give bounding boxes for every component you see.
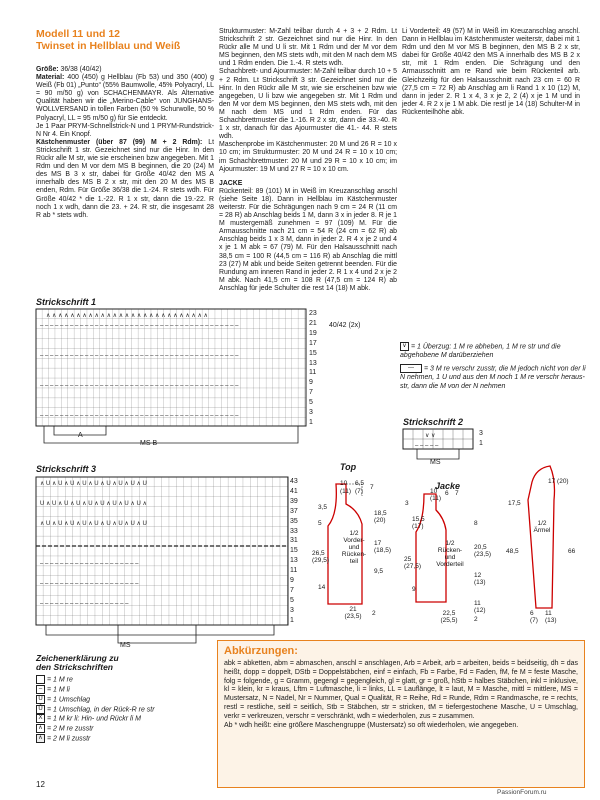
watermark: PassionForum.ru [497,789,547,796]
purl-symbol-icon: – [36,685,45,694]
jacket-dim-d: 7 [455,490,459,497]
top-dim-d: (7) [355,488,363,495]
svg-text:– – – – – – – – – –: – – – – – – – – – – – – – – – – – – [40,601,129,607]
top-dim-b: (11) [340,488,352,495]
symbol-legend [36,654,208,744]
legend-item [36,675,208,685]
row-number: 23 [309,310,317,317]
material-text: 400 (450) g Hellblau (Fb 53) und 350 (400) g Weiß (Fb 01) „Punto“ (55% Baumwolle, 45% Polyacryl, LL = 90 m/50 g) von SCHACHENMAYR. Als Alternative Qualität haben wir die „Merino-Cable“ von JUNGHANS-WOLLVERSAND in tollen Farben (50 % Schurwolle, 50 % Polyacryl, LL = 95 m/50 g) für Sie entdeckt. [36,74,214,122]
top-dim-e: 7 [370,484,374,491]
legend-item-text: = 1 Umschlag [47,696,90,704]
svg-text:– – – – – – – – – – – – – – –: – – – – – – – – – – – – – – – – – – – – – – – – – – – – – – – – – – – – – – – – [40,383,239,389]
jacket-heading: JACKE [219,179,243,187]
chart1-repeat-label: 40/42 (2x) [329,322,361,329]
yarnover-knit-symbol-icon: Ū [36,705,45,714]
top-dim-f: 3,5 [318,504,328,511]
top-schematic-title: Top [340,462,357,472]
chart3-ms: MS [120,642,131,649]
pattern-label: Kästchenmuster (über 87 (99) M + 2 Rdm): [36,138,203,146]
svg-text:– – – – – – – – – – – – – – –: – – – – – – – – – – – – – – – – – – – – – – – – – – – – – – – – – – – – – – – – [40,413,239,419]
row-number: 39 [290,497,298,505]
top-dim-c: 6,5 [355,480,365,487]
row-number: 3 [309,409,313,417]
row-number: 41 [290,487,298,495]
jacket-schematic-title: Jacke [435,481,461,491]
legend-item [36,705,208,715]
legend-item-text: = 1 M kr li: Hin- und Rückr li M [47,715,141,723]
text-column-3 [402,28,580,294]
jacket-dim-a: 10 [430,488,438,495]
title-line-2: Twinset in Hellblau und Weiß [36,40,181,52]
top-dim-k: 26,5 (29,5) [312,550,329,564]
row-number: 1 [290,616,294,624]
row-number: 37 [290,507,298,515]
chart1-grid [36,309,306,445]
chart1-ms-b: MS B [140,440,158,447]
material-paragraph [36,74,214,123]
size-text: 36/38 (40/42) [58,66,102,73]
knit-symbol-icon [36,675,45,684]
legend-item-text: = 2 M li zusstr [47,735,91,743]
overcast-symbol-icon: ∨ [400,342,409,351]
top-dim-m: 14 [318,584,326,591]
jacket-dim-c: 6 [445,490,449,497]
cross-purl-symbol-icon: X [36,714,45,723]
row-number: 3 [290,606,294,614]
svg-text:∧ U ∧ U ∧ U ∧ U ∧ U: ∧ U ∧ U ∧ U ∧ U ∧ U ∧ U ∧ U ∧ U ∧ U [40,521,147,527]
chart2-title: Strickschrift 2 [403,417,464,427]
jacket-dim-h: 20,5 (23,5) [474,544,491,558]
legend-item [36,695,208,705]
sleeve-dim-f: 6 (7) [530,610,538,624]
top-dim-o: 2 [372,610,376,617]
top-dim-l: 9,5 [374,568,384,575]
article-title [36,28,214,52]
jacket-dim-g: 8 [474,520,478,527]
sleeve-dim-g: 11 (13) [545,610,557,624]
legend-cross-text: = 3 M re verschr zusstr, die M jedoch nicht von der li N nehmen, 1 U und aus den M noch 1 M re verschr herausstr, dann die M von der N nehmen [400,365,586,390]
yarnover-symbol-icon: U [36,695,45,704]
row-number: 31 [290,537,298,545]
top-dim-j: 17 (18,5) [374,540,391,554]
sleeve-dim-c: 1/2 Ärmel [533,520,551,534]
jacket-dim-k: 25 (27,5) [404,556,421,570]
chart1-title: Strickschrift 1 [36,297,97,307]
legend-item [36,734,208,744]
svg-text:– – – – – – – – – – – – – – –: – – – – – – – – – – – – – – – – – – – – – – – – – – – – – – – – – – – – – – – – [40,323,239,329]
material-label: Material: [36,74,65,82]
row-number: 19 [309,329,317,337]
chart2-row-numbers [479,429,483,449]
chart1-row-numbers [309,309,317,428]
cross-stitch-symbol-icon: — [400,364,422,373]
sleeve-dim-e: 66 [568,548,576,555]
sleeve-dim-d: 48,5 [506,548,519,555]
jacket-dim-m: 22,5 (25,5) [440,610,458,624]
row-number: 15 [309,349,317,357]
row-number: 43 [290,478,298,485]
abbreviations-note: Ab * wdh heißt: eine größere Maschengruppe (Mustersatz) so oft wiederholen, wie angegeben. [224,721,519,729]
row-number: 33 [290,527,298,535]
row-number: 3 [479,430,483,437]
pattern-text: Lt Strickschrift 1 str. Gezeichnet sind nur die Hinr. In den Rückr alle M str, wie sie erscheinen bzw angegeben. Mit 1 Rdm und den M vor dem MS B beginnen, die 20 (24) M des MS B 3 x str, dabei für Größe 40/42 den MS A innerhalb des MS B 2 x str, mit den 20 M des MS B enden, Rdm. Für Größe 36/38 die 1.-24. R stets wdh. Für Größe 40/42 * die 1.-22. R 1 x str, dann die 19.-22. R noch 1 x wdh, dann die 23. + 24. R str, die insgesamt 28 R ab * stets wdh. [36,138,214,219]
text-column-2 [219,28,397,292]
abbreviations-text: abk = abketten, abm = abmaschen, anschl = anschlagen, Arb = Arbeit, arb = arbeiten, beids = beidseitig, dh = das heißt, dopp = doppelt, DStb = Doppelstäbchen, einf = einfach, Fb = Farbe, Fd = Faden, fM, fe M = feste Masche, folg = folgende, g = Gramm, gegengl = gegengleich, gl = glatt, gr = groß, hStb = halbes Stäbchen, inkl = inklusive, kl = klein, kr = kraus, Lftm = Luftmasche, li = links, LL = Lauflänge, lt = laut, M = Masche, mittl = mittlere, MS = Mustersatz, N = Nadel, Nr = Nummer, Qual = Qualität, R = Reihe, Rd = Runde, Rdm = Randmasche, re = rechts, restl = restliche, seitl = seitlich, Stb = Stäbchen, str = stricken, tM = tiefergestochene Masche, U = Umschlag, verkr = verkreuzen, verschr = verschränkt, wdh = wiederholen, zus = zusammen. [224,660,578,720]
size-label: Größe: [36,66,59,73]
row-number: 7 [290,586,294,594]
legend-item-text: = 1 M li [47,686,70,694]
legend-title-line-2: den Strickschriften [36,662,113,672]
row-number: 7 [309,389,313,397]
row-number: 11 [290,567,298,575]
jacket-dim-o: 2 [474,616,478,623]
top-dim-g: 18,5 (20) [374,510,387,524]
svg-text:∧ U ∧ U ∧ U ∧ U ∧ U: ∧ U ∧ U ∧ U ∧ U ∧ U ∧ U ∧ U ∧ U ∧ U [40,481,147,487]
row-number: 9 [290,577,294,585]
chart3-row-numbers [290,477,298,626]
size-paragraph [36,66,214,74]
jacket-dim-l: 9 [412,586,416,593]
structure-paragraph: Strukturmuster: M-Zahl teilbar durch 4 + 3 + 2 Rdm. Lt Strickschrift 2 str. Gezeichnet sind nur die Hinr. In den Rückr alle M und U li str. Mit 1 Rdm und der M vor dem MS beginnen, den MS stets wdh, mit den M nach dem MS und 1 Rdm enden. Die 1.-4. R stets wdh. [219,28,397,68]
gauge-paragraph: Maschenprobe im Kästchenmuster: 20 M und 26 R = 10 x 10 cm; im Strukturmuster: 20 M und 24 R = 10 x 10 cm; im Schachbrettmuster: 20 M und 29 R = 10 x 10 cm; im Ajourmuster: 19 M und 27 R = 10 x 10 cm. [219,141,397,173]
jacket-dim-b: (11) [430,495,442,502]
jacket-dim-f: 15,5 (17) [412,516,425,530]
pattern-paragraph [36,139,214,220]
top-dim-n: 21 (23,5) [344,606,362,620]
front-paragraph: Li Vorderteil: 49 (57) M in Weiß im Kreuzanschlag anschl. Dann in Hellblau im Kästchenmuster weiterstr, dabei mit 1 Rdm und den M vor MS B beginnen, den MS B 2 x str, dabei für Größe 40/42 den MS A innerhalb des MS B 2 x str, mit 1 Rdm enden. Die Schrägung und den Armausschnitt am re Rand wie beim Rückenteil arb. Gleichzeitig für den Halsausschnitt nach 23 cm = 60 R (27,5 cm = 72 R) ab Anschlag am li Rand 1 x 10 (12) M, dann in jeder 2. R 1 x 4, 3 x je 2, 2 (4) x je 1 M und in jeder 4. R 2 x je 1 M abk. Die restl je 14 (18) Schulter-M in Rückenteilhöhe abk. [402,28,580,116]
abbreviations-title: Abkürzungen: [224,645,298,657]
text-column-1 [36,28,214,220]
title-line-1: Modell 11 und 12 [36,28,121,40]
row-number: 1 [309,418,313,426]
row-number: 13 [290,557,298,565]
legend-overcast-text: = 1 Überzug: 1 M re abheben, 1 M re str und die abgehobene M darüberziehen [400,343,561,359]
legend-overcast-item [400,342,590,360]
chart1-ms-a: A [78,432,83,439]
row-number: 9 [309,379,313,387]
legend-item [36,714,208,724]
svg-text:∨ ∨: ∨ ∨ [425,433,436,439]
top-dim-i: 1/2 Vorder- und Rücken- teil [341,530,367,565]
svg-text:– – – – –: – – – – – [415,443,439,449]
jacket-dim-n: 11 (12) [474,600,486,614]
chart2-ms: MS [430,459,441,466]
back-paragraph: Rückenteil: 89 (101) M in Weiß im Kreuzanschlag anschl (siehe Seite 18). Dann in Hellblau im Kästchenmuster weiterstr. Für die Schrägungen nach 9 cm = 24 R (11 cm = 28 R) ab Anschlag beids 1 M, dann 3 x in jeder 8. R je 1 M mustergemäß zunehmen = 97 (109) M. Für die Armausschnitte nach 21 cm = 54 R (24 cm = 62 R) ab Anschlag beids 1 x 3 M, dann in jeder 2. R 4 x je 2 und 4 x je 1 M abk = 67 (79) M. Für den Halsausschnitt nach 38,5 cm = 100 R (44,5 cm = 116 R) ab Anschlag die mittl 23 (27) M abk und beide Seiten getrennt beenden. Für die Rundung am inneren Rand in jeder 2. R 1 x 4 und 2 x je 2 M abk. Nach 41,5 cm = 108 R (47,5 cm = 124 R) ab Anschlag für jede Schulter die rest 14 (18) M abk. [219,187,397,292]
svg-text:∧ ∧ ∧ ∧ ∧ ∧ ∧ ∧ ∧ ∧ ∧ ∧ ∧ ∧ ∧: ∧ ∧ ∧ ∧ ∧ ∧ ∧ ∧ ∧ ∧ ∧ ∧ ∧ ∧ ∧ ∧ ∧ ∧ ∧ ∧ ∧ ∧ ∧ ∧ ∧ ∧ ∧ [46,313,208,319]
legend-item-text: = 1 M re [47,676,73,684]
legend-item-text: = 1 Umschlag, in der Rück-R re str [47,705,155,713]
legend-item [36,724,208,734]
jacket-dim-e: 3 [405,500,409,507]
legend-item-text: = 2 M re zusstr [47,725,94,733]
checker-paragraph: Schachbrett- und Ajourmuster: M-Zahl teilbar durch 10 + 5 + 2 Rdm. Lt Strickschrift 3 str. Gezeichnet sind nur die Hinr. In den Rückr alle M str, wie sie erscheinen bzw wie angegeben, U li bzw wie angegeben str. Mit 1 Rdm und den M vor dem MS beginnen, den MS stets wdh, mit den M nach dem MS und 1 Rdm enden. Für das Schachbrettmuster die 1.-16. R 2 x str, dann die 33.-40. R 1 x str, danach für das Ajourmuster die 41.- 44. R stets wdh. [219,68,397,141]
k2tog-symbol-icon: ∧ [36,724,45,733]
needles-paragraph: Je 1 Paar PRYM-Schnellstrick-N und 1 PRYM-Rundstrick-N Nr 4. Ein Knopf. [36,122,214,138]
row-number: 17 [309,339,317,347]
svg-text:U ∧ U ∧ U ∧ U ∧ U ∧: U ∧ U ∧ U ∧ U ∧ U ∧ U ∧ U ∧ U ∧ U ∧ [40,501,147,507]
page-number: 12 [36,780,45,789]
top-dim-h: 5 [318,520,322,527]
svg-text:– – – – – – – – – –: – – – – – – – – – – – – – – – – – – – – [40,561,139,567]
chart3-grid [36,477,288,647]
row-number: 5 [290,596,294,604]
abbreviations-box [217,640,585,788]
svg-text:– – – – – – – – – – – – – – –: – – – – – – – – – – – – – – – – – – – – – – – – – – – – – – – – – – – – – – – – [40,353,239,359]
row-number: 5 [309,399,313,407]
svg-text:– – – – – – – – – –: – – – – – – – – – – – – – – – – – – – – [40,581,139,587]
legend-title [36,654,208,672]
row-number: 35 [290,517,298,525]
chart3-title: Strickschrift 3 [36,464,97,474]
row-number: 21 [309,319,317,327]
row-number: 1 [479,439,483,447]
symbol-legend-top [400,342,590,391]
row-number: 15 [290,547,298,555]
sleeve-dim-a: 17 (20) [548,478,569,485]
legend-item [36,685,208,695]
row-number: 11 [309,369,317,377]
sleeve-dim-b: 17,5 [508,500,521,507]
top-dim-a: 10 [340,480,348,487]
p2tog-symbol-icon: ∧ [36,734,45,743]
jacket-dim-j: 12 (13) [474,572,486,586]
row-number: 13 [309,359,317,367]
jacket-dim-i: 1/2 Rücken- und Vorderteil [436,540,464,568]
legend-title-line-1: Zeichenerklärung zu [36,653,119,663]
legend-cross-item [400,364,590,391]
